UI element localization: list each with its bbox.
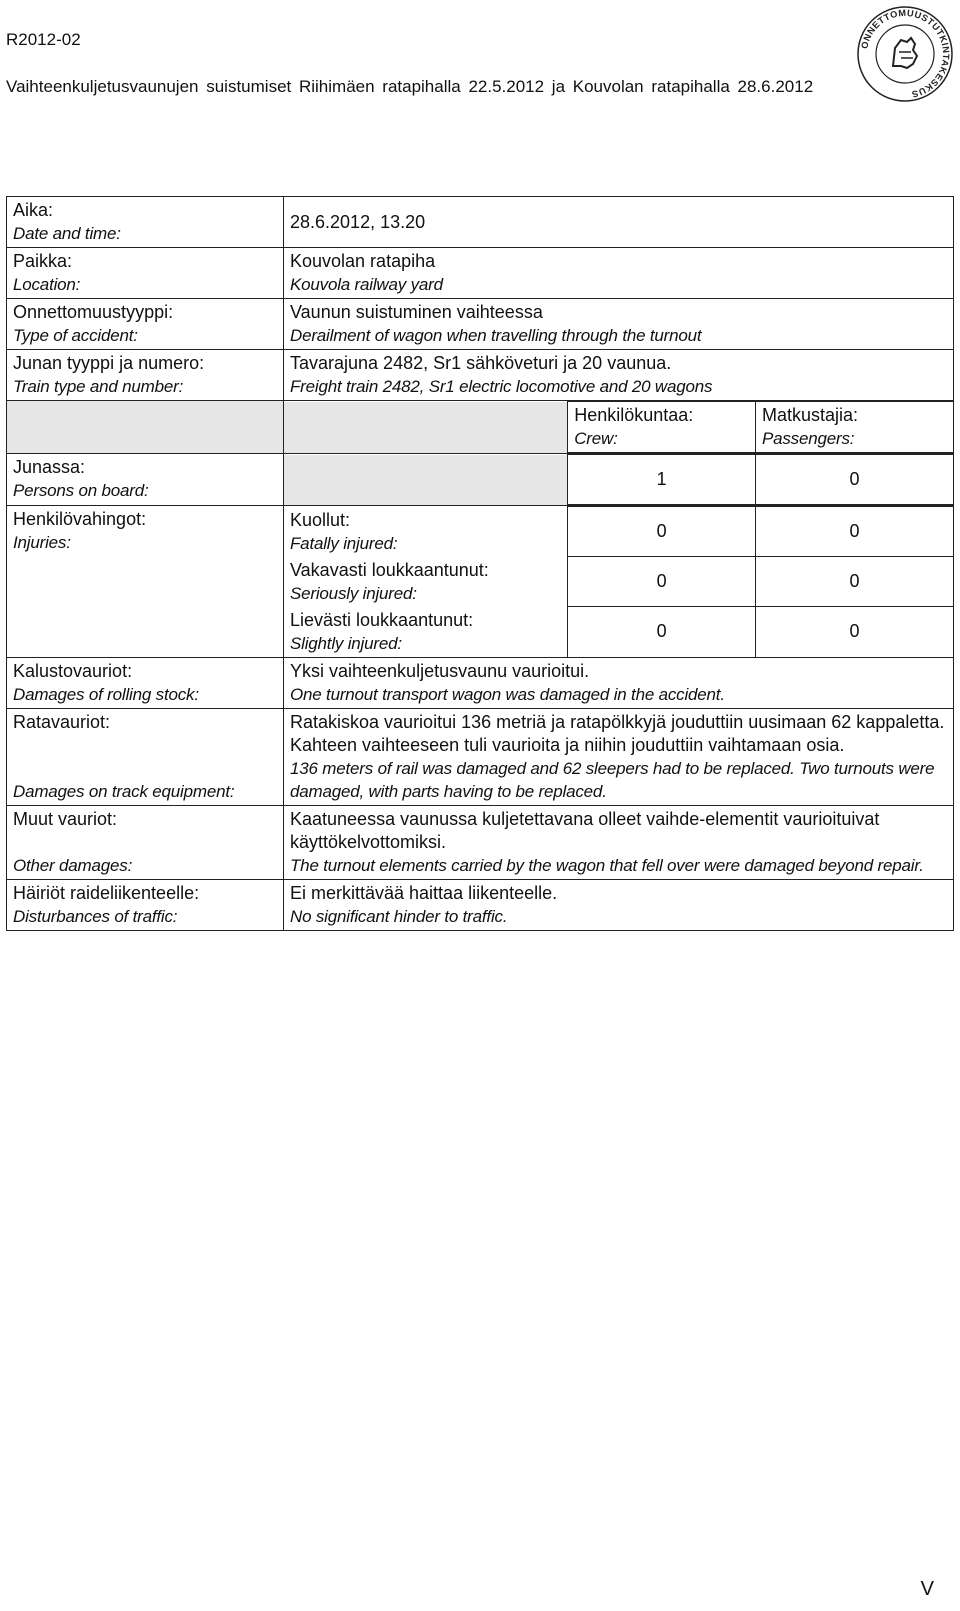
report-id: R2012-02 — [6, 30, 81, 49]
row-accident-type — [7, 299, 954, 350]
label-cell — [7, 657, 284, 708]
injuries-grid — [284, 506, 953, 657]
accident-summary-table — [6, 196, 954, 931]
accident-type-label-en: Type of accident: — [13, 326, 138, 345]
time-label-en: Date and time: — [13, 224, 121, 243]
time-label-fi: Aika: — [13, 200, 54, 220]
fatal-passengers: 0 — [755, 507, 953, 557]
investigation-board-logo-icon — [855, 4, 955, 104]
on-board-grid — [284, 454, 953, 505]
accident-type-value-en: Derailment of wagon when travelling through the turnout — [290, 326, 702, 345]
label-cell — [7, 197, 284, 248]
injury-row-fatal — [284, 507, 953, 557]
label-cell — [7, 454, 284, 506]
traffic-label-en: Disturbances of traffic: — [13, 906, 178, 926]
label-cell — [7, 708, 284, 805]
blank-label-cell — [7, 401, 284, 454]
location-label-en: Location: — [13, 275, 81, 294]
row-on-board — [7, 454, 954, 506]
on-board-grid-cell — [284, 454, 954, 506]
crew-header-en: Crew: — [574, 429, 618, 448]
rolling-stock-value-cell — [284, 657, 954, 708]
label-cell — [7, 506, 284, 658]
track-label-en: Damages on track equipment: — [13, 781, 235, 801]
track-value-cell — [284, 708, 954, 805]
people-header-cell — [284, 401, 954, 454]
svg-text:ONNETTOMUUSTUTKINTAKESKUS — [859, 8, 951, 100]
rolling-stock-value-fi: Yksi vaihteenkuljetusvaunu vaurioitui. — [290, 660, 590, 681]
train-value-cell — [284, 350, 954, 401]
traffic-value-fi: Ei merkittävää haittaa liikenteelle. — [290, 882, 558, 903]
location-value-cell — [284, 248, 954, 299]
on-board-crew: 1 — [568, 455, 756, 505]
location-value-en: Kouvola railway yard — [290, 275, 443, 294]
label-cell — [7, 805, 284, 879]
label-cell — [7, 299, 284, 350]
fatal-label-en: Fatally injured: — [290, 533, 398, 553]
row-injuries — [7, 506, 954, 658]
row-other — [7, 805, 954, 879]
serious-crew: 0 — [568, 557, 756, 607]
on-board-label-en: Persons on board: — [13, 481, 149, 500]
crew-header — [568, 402, 756, 453]
crew-header-fi: Henkilökuntaa: — [574, 405, 694, 425]
accident-type-value-cell — [284, 299, 954, 350]
row-traffic — [7, 879, 954, 930]
injury-row-serious — [284, 557, 953, 607]
other-value-fi: Kaatuneessa vaunussa kuljetettavana olleet vaihde-elementit vaurioituivat käyttökelvottomiksi. — [290, 808, 880, 852]
rolling-stock-label-fi: Kalustovauriot: — [13, 660, 133, 681]
traffic-value-cell — [284, 879, 954, 930]
serious-label-fi: Vakavasti loukkaantunut: — [290, 559, 489, 580]
rolling-stock-value-en: One turnout transport wagon was damaged in the accident. — [290, 684, 725, 704]
injuries-label-en: Injuries: — [13, 533, 71, 552]
report-subtitle: Vaihteenkuljetusvaunujen suistumiset Riihimäen ratapihalla 22.5.2012 ja Kouvolan ratapihalla 28.6.2012 — [6, 77, 814, 96]
fatal-label-fi: Kuollut: — [290, 509, 351, 530]
serious-passengers: 0 — [755, 557, 953, 607]
row-rolling-stock — [7, 657, 954, 708]
rolling-stock-label-en: Damages of rolling stock: — [13, 684, 199, 704]
traffic-label-fi: Häiriöt raideliikenteelle: — [13, 882, 200, 903]
row-train — [7, 350, 954, 401]
accident-type-value-fi: Vaunun suistuminen vaihteessa — [290, 302, 543, 322]
injuries-label-fi: Henkilövahingot: — [13, 509, 147, 529]
injuries-grid-cell — [284, 506, 954, 658]
other-label-en: Other damages: — [13, 855, 133, 875]
injury-label — [284, 507, 568, 557]
time-value: 28.6.2012, 13.20 — [290, 211, 426, 232]
injury-row-slight — [284, 607, 953, 657]
slight-crew: 0 — [568, 607, 756, 657]
injury-label — [284, 557, 568, 607]
row-track — [7, 708, 954, 805]
slight-label-fi: Lievästi loukkaantunut: — [290, 609, 474, 630]
on-board-label-fi: Junassa: — [13, 457, 86, 477]
train-value-fi: Tavarajuna 2482, Sr1 sähköveturi ja 20 vaunua. — [290, 353, 672, 373]
accident-type-label-fi: Onnettomuustyyppi: — [13, 302, 174, 322]
label-cell — [7, 350, 284, 401]
label-cell — [7, 248, 284, 299]
injury-label — [284, 607, 568, 657]
train-label-en: Train type and number: — [13, 377, 184, 396]
passengers-header — [755, 402, 953, 453]
train-value-en: Freight train 2482, Sr1 electric locomotive and 20 wagons — [290, 377, 713, 396]
passengers-header-fi: Matkustajia: — [761, 405, 859, 425]
logo-ring-text: ONNETTOMUUSTUTKINTAKESKUS — [859, 7, 952, 100]
fatal-crew: 0 — [568, 507, 756, 557]
track-value-fi: Ratakiskoa vaurioitui 136 metriä ja ratapölkkyjä jouduttiin uusimaan 62 kappaletta. Kahteen vaihteeseen tuli vaurioita ja niihin jouduttiin vaihtamaan osia. — [290, 711, 945, 755]
track-label-fi: Ratavauriot: — [13, 711, 111, 732]
row-time — [7, 197, 954, 248]
other-label-fi: Muut vauriot: — [13, 808, 118, 829]
on-board-passengers: 0 — [755, 455, 953, 505]
location-value-fi: Kouvolan ratapiha — [290, 251, 436, 271]
location-label-fi: Paikka: — [13, 251, 73, 271]
time-value-cell — [284, 197, 954, 248]
other-value-en: The turnout elements carried by the wagon that fell over were damaged beyond repair. — [290, 855, 924, 875]
train-label-fi: Junan tyyppi ja numero: — [13, 353, 205, 373]
people-header-grid — [284, 401, 953, 453]
page-number: V — [920, 1578, 934, 1600]
row-people-header — [7, 401, 954, 454]
blank-cell — [284, 402, 568, 453]
passengers-header-en: Passengers: — [761, 429, 855, 448]
row-location — [7, 248, 954, 299]
serious-label-en: Seriously injured: — [290, 583, 417, 603]
other-value-cell — [284, 805, 954, 879]
blank-cell — [284, 455, 568, 505]
label-cell — [7, 879, 284, 930]
track-value-en: 136 meters of rail was damaged and 62 sleepers had to be replaced. Two turnouts were damaged, with parts having to be replaced. — [290, 758, 935, 801]
slight-label-en: Slightly injured: — [290, 633, 402, 653]
slight-passengers: 0 — [755, 607, 953, 657]
traffic-value-en: No significant hinder to traffic. — [290, 906, 508, 926]
